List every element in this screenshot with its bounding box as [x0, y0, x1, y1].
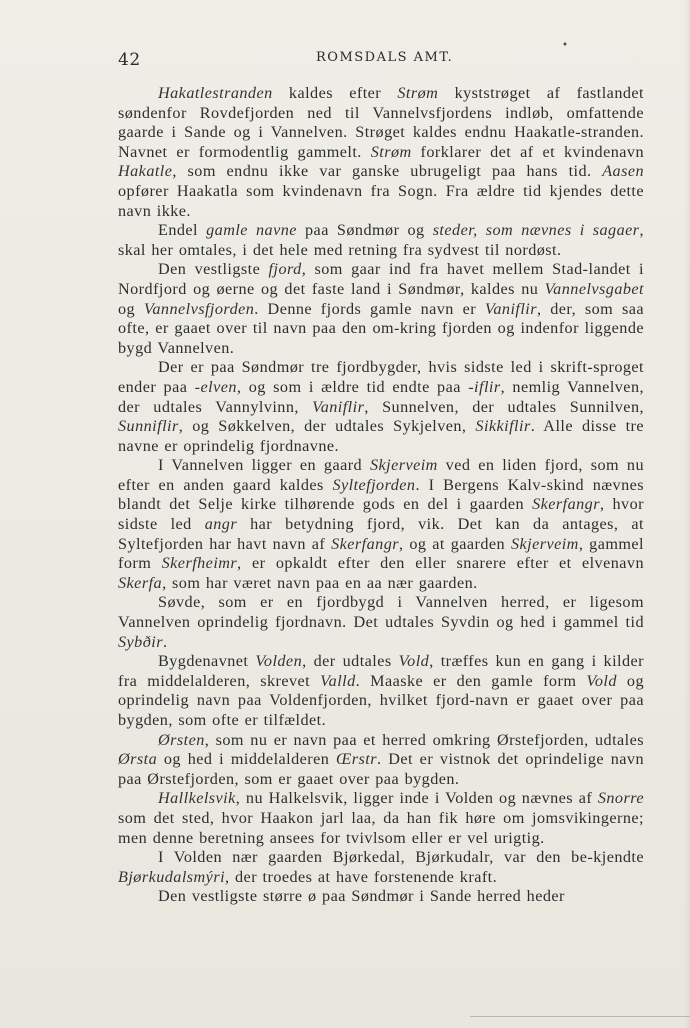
text-run: , hvor sidste led [118, 495, 644, 534]
body-text [118, 84, 644, 907]
italic-term: Syltefjorden [332, 475, 416, 494]
text-run: , som gaar ind fra havet mellem Stad-landet i Nordfjord og øerne og det faste land i Søndmør, kaldes nu [118, 260, 644, 298]
text-run: , som nu er navn paa et herred omkring Ørstefjorden, udtales [204, 730, 644, 749]
italic-term: Vaniflir [312, 397, 365, 416]
text-run: Der er paa Søndmør tre fjordbygder, hvis sidste led i skrift-sproget ender paa [118, 358, 644, 396]
italic-term: Ørsta [118, 750, 158, 769]
text-run: . Alle disse tre navne er oprindelig fjordnavne. [118, 417, 644, 455]
text-run: . Denne fjords gamle navn er [254, 299, 485, 318]
text-run: , og Søkkelven, der udtales Sykjelven, [178, 417, 476, 436]
text-run: Bygdenavnet [158, 652, 256, 671]
paragraph [118, 358, 644, 456]
italic-term: Bjørkudalsmýri [118, 867, 226, 886]
page-bottom-edge-line [470, 1016, 690, 1017]
italic-term: Vaniflir [484, 299, 537, 318]
text-run: , der troedes at have forstenende kraft. [225, 867, 498, 886]
text-run: ved en liden fjord, som nu efter en anden gaard kaldes [118, 456, 644, 494]
text-run: , som endnu ikke var ganske ubrugeligt paa hans tid. [172, 162, 603, 181]
paragraph [118, 456, 644, 593]
italic-term: steder, som nævnes i sagaer [432, 221, 640, 240]
italic-term: -elven [194, 377, 237, 396]
italic-term: Vannelvsgabet [544, 279, 644, 298]
italic-term: Skerfangr [532, 495, 600, 514]
text-run: . Maaske er den gamle form [355, 671, 587, 690]
italic-term: Sunniflir [118, 417, 179, 436]
text-run: , træffes kun en gang i kilder fra middelalderen, skrevet [118, 652, 644, 690]
italic-term: Volden [255, 652, 303, 671]
text-run: I Volden nær gaarden Bjørkedal, Bjørkudalr, var den be-kjendte [158, 848, 644, 867]
italic-term: Skerfheimr [161, 554, 238, 573]
text-run: , og som i ældre tid endte paa [236, 377, 469, 396]
text-run: forklarer det af et kvindenavn [411, 142, 644, 161]
text-run: og oprindelig navn paa Voldenfjorden, hvilket fjord-navn er gaaet over paa bygden, som ofte er tilfældet. [118, 671, 644, 729]
text-run: Søvde, som er en fjordbygd i Vannelven herred, er ligesom Vannelven oprindelig fjordnavn. Det udtales Syvdin og hed i gammel tid [118, 593, 644, 632]
paragraph [118, 84, 644, 221]
paragraph [118, 593, 644, 652]
paragraph [118, 789, 644, 848]
text-run: , skal her omtales, i det hele med retning fra sydvest til nordøst. [118, 221, 644, 259]
text-run: I Vannelven ligger en gaard [158, 456, 370, 475]
paragraph [118, 260, 644, 358]
text-run: . I Bergens Kalv-skind nævnes blandt det Selje kirke tilhørende gods en del i gaarden [118, 475, 644, 514]
page-edge-shadow [684, 0, 690, 1028]
italic-term: Hakatle [118, 162, 173, 181]
italic-term: Vold [586, 671, 617, 690]
text-run: , nemlig Vannelven, der udtales Vannylvinn, [118, 377, 644, 416]
page-number: 42 [118, 50, 141, 70]
paragraph [118, 887, 644, 907]
text-run: har betydning fjord, vik. Det kan da antages, at Syltefjorden har havt navn af [118, 515, 644, 553]
italic-term: Sybðir [118, 632, 163, 651]
text-run: , gammel form [118, 534, 644, 573]
text-run: opfører Haakatla som kvindenavn fra Sogn. Fra ældre tid kjendes dette navn ikke. [118, 181, 644, 220]
text-run: . Det er vistnok det oprindelige navn paa Ørstefjorden, som er gaaet over paa bygden. [118, 750, 644, 788]
italic-term: Skerfangr [331, 534, 399, 553]
italic-term: Hakatlestranden [158, 84, 273, 102]
italic-term: fjord [268, 260, 302, 279]
text-run: , nu Halkelsvik, ligger inde i Volden og nævnes af [235, 789, 598, 808]
text-run: og hed i middelalderen [157, 750, 337, 769]
text-run: , er opkaldt efter den eller snarere efter et elvenavn [237, 554, 644, 573]
italic-term: Hallkelsvik [158, 789, 236, 808]
text-run: , og at gaarden [399, 534, 511, 553]
text-run: . [162, 632, 168, 651]
italic-term: Vold [398, 652, 430, 671]
corner-mark: • [562, 40, 568, 51]
text-run: , der udtales [302, 652, 399, 671]
text-run: Den vestligste større ø paa Søndmør i Sande herred heder [158, 887, 565, 906]
italic-term: Strøm [397, 84, 439, 102]
text-run: og [118, 299, 144, 318]
italic-term: Œrstr [336, 750, 377, 769]
italic-term: Strøm [370, 142, 412, 161]
text-run: Endel [158, 221, 207, 240]
running-head: ROMSDALS AMT. [316, 50, 454, 65]
italic-term: angr [204, 515, 238, 534]
paragraph [118, 731, 644, 790]
paragraph [118, 652, 644, 730]
italic-term: Vannelvsfjorden [143, 299, 255, 318]
italic-term: Aasen [602, 162, 644, 181]
italic-term: Snorre [597, 789, 644, 808]
text-run: , der, som saa ofte, er gaaet over til navn paa den om-kring fjorden og indenfor liggende bygd Vannelven. [118, 299, 644, 357]
paragraph [118, 221, 644, 260]
italic-term: Skjerveim [369, 456, 438, 475]
text-run: , Sunnelven, der udtales Sunnilven, [364, 397, 644, 416]
italic-term: Ørsten [158, 730, 205, 749]
text-run: , som har været navn paa en aa nær gaarden. [162, 573, 478, 592]
text-run: kyststrøget af fastlandet søndenfor Rovdefjorden ned til Vannelvsfjordens indløb, omfattende gaarde i Sande og i Vannelven. Strøget kaldes endnu Haakatle-stranden. Navnet er formodentlig gammelt. [118, 84, 644, 161]
text-run: kaldes efter [272, 84, 398, 102]
italic-term: Valld [320, 671, 356, 690]
italic-term: Skerfa [118, 573, 163, 592]
italic-term: -iflir [468, 377, 501, 396]
italic-term: Skjerveim [510, 534, 579, 553]
italic-term: gamle navne [206, 221, 297, 240]
text-run: paa Søndmør og [296, 221, 433, 240]
paragraph [118, 848, 644, 887]
text-run: som det sted, hvor Haakon jarl laa, da han fik høre om jomsvikingerne; men denne beretning ansees for tvivlsom eller er vel urigtig. [118, 808, 644, 847]
text-run: Den vestligste [158, 260, 269, 279]
page-header [118, 40, 648, 70]
italic-term: Sikkiflir [475, 417, 531, 436]
